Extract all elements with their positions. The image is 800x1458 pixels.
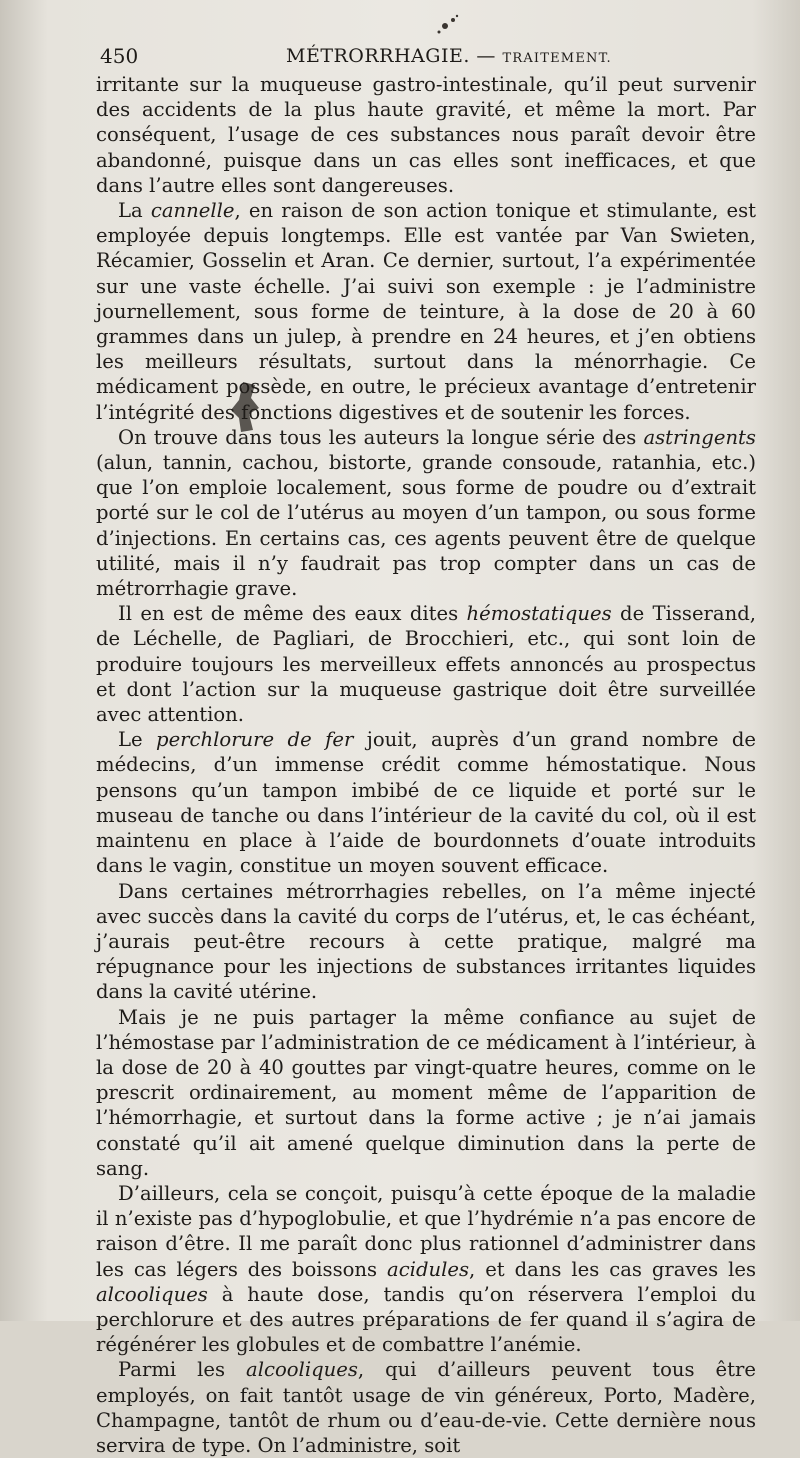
paragraph-text: , qui d’ailleurs peuvent tous être employés, on fait tantôt usage de vin généreux, Porto, Madère, Champagne, tantôt de rhum ou d’eau-de-vie. Cette dernière nous servira de type. On l’administre, soit — [96, 1358, 756, 1457]
title-section: TRAITEMENT. — [502, 51, 612, 66]
emphasis: acidules — [387, 1257, 470, 1281]
ink-blot — [425, 8, 465, 38]
paragraph: Dans certaines métrorrhagies rebelles, on l’a même injecté avec succès dans la cavité du corps de l’utérus, et, le cas échéant, j’aurais peut-être recours à cette pratique, malgré ma répugnance pour les injections de substances irritantes liquides dans la cavité utérine. — [96, 879, 756, 1004]
paragraph-text: D’ailleurs, cela se conçoit, puisqu’à cette époque de la maladie il n’existe pas d’hypoglobulie, et que l’hydrémie n’a pas encore de raison d’être. Il me paraît donc plus rationnel d’administrer dans les cas légers des boissons — [96, 1181, 756, 1281]
running-header — [100, 40, 752, 72]
body-text — [96, 72, 756, 1458]
paragraph — [96, 198, 756, 425]
title-main: MÉTRORRHAGIE. — [286, 45, 470, 67]
paragraph-text: , en raison de son action tonique et stimulante, est employée depuis longtemps. Elle est vantée par Van Swieten, Récamier, Gosselin et Aran. Ce dernier, surtout, l’a expérimentée sur une vaste échelle. J’ai suivi son exemple : je l’administre journellement, sous forme de teinture, à la dose de 20 à 60 grammes dans un julep, à prendre en 24 heures, et j’en obtiens les meilleurs résultats, surtout dans la ménorrhagie. Ce médicament possède, en outre, le précieux avantage d’entretenir l’intégrité des fonctions digestives et de soutenir les forces. — [96, 199, 756, 424]
paragraph: Mais je ne puis partager la même confiance au sujet de l’hémostase par l’administration de ce médicament à l’intérieur, à la dose de 20 à 40 gouttes par vingt-quatre heures, comme on le prescrit ordinairement, au moment même de l’apparition de l’hémorrhagie, et surtout dans la forme active ; je n’ai jamais constaté qu’il ait amené quelque diminution dans la perte de sang. — [96, 1005, 756, 1180]
emphasis: cannelle — [150, 199, 235, 223]
paragraph-text: de Tisserand, de Léchelle, de Pagliari, de Brocchieri, etc., qui sont loin de produire toujours les merveilleux effets annoncés au prospectus et dont l’action sur la muqueuse gastrique doit être surveillée avec attention. — [96, 602, 756, 727]
paragraph — [96, 425, 756, 601]
paragraph-text: jouit, auprès d’un grand nombre de médecins, d’un immense crédit comme hémostatique. Nous pensons qu’un tampon imbibé de ce liquide et porté sur le museau de tanche ou dans l’intérieur de la cavité du col, où il est maintenu en place à l’aide de bourdonnets d’ouate introduits dans le vagin, constitue un moyen souvent efficace. — [96, 728, 756, 878]
paragraph-text: à haute dose, tandis qu’on réservera l’emploi du perchlorure et des autres préparations de fer quand il s’agira de régénérer les globules et de combattre l’anémie. — [96, 1282, 756, 1357]
title-dash: — — [476, 45, 496, 67]
running-title — [286, 45, 612, 67]
paragraph — [96, 727, 756, 878]
emphasis: alcooliques — [96, 1282, 208, 1306]
emphasis: perchlorure de fer — [156, 728, 354, 752]
paragraph: irritante sur la muqueuse gastro-intestinale, qu’il peut survenir des accidents de la plus haute gravité, et même la mort. Par conséquent, l’usage de ces substances nous paraît devoir être abandonné, puisque dans un cas elles sont inefficaces, et que dans l’autre elles sont dangereuses. — [96, 73, 756, 197]
paragraph-text: Le — [118, 728, 157, 752]
paragraph — [96, 1181, 756, 1357]
paragraph-text: On trouve dans tous les auteurs la longue série des — [118, 425, 644, 449]
emphasis: astringents — [643, 425, 756, 449]
page-number: 450 — [100, 44, 139, 68]
paragraph-text: Parmi les — [118, 1358, 247, 1382]
paragraph-text: (alun, tannin, cachou, bistorte, grande consoude, ratanhia, etc.) que l’on emploie localement, sous forme de poudre ou d’extrait porté sur le col de l’utérus au moyen d’un tampon, ou sous forme d’injections. En certains cas, ces agents peuvent être de quelque utilité, mais il n’y faudrait pas trop compter dans un cas de métrorrhagie grave. — [96, 451, 756, 601]
paragraph-text: , et dans les cas graves les — [469, 1257, 757, 1281]
paragraph-text: Il en est de même des eaux dites — [118, 602, 467, 626]
paragraph-text: La — [118, 199, 151, 223]
emphasis: alcooliques — [246, 1358, 358, 1382]
paragraph — [96, 601, 756, 727]
paragraph — [96, 1357, 756, 1458]
emphasis: hémostatiques — [466, 602, 612, 626]
